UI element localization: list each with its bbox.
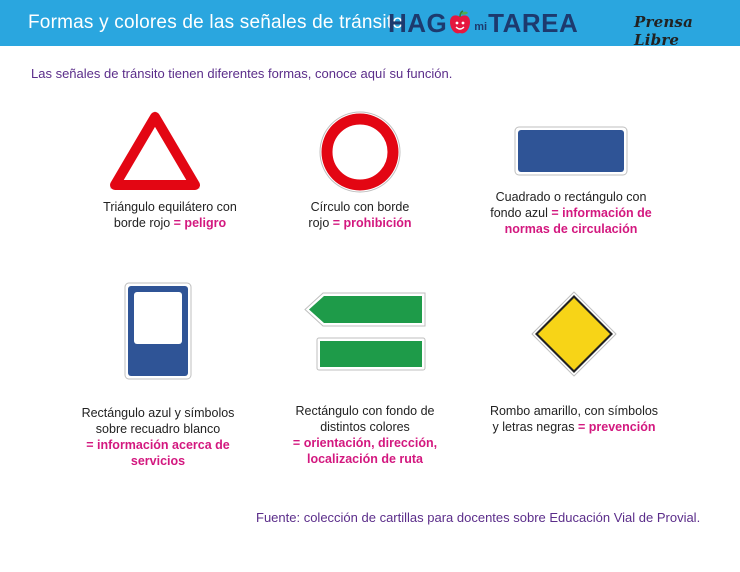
caption-line: Círculo con borde (310, 200, 410, 214)
caption-line (484, 419, 664, 435)
source-note: Fuente: colección de cartillas para docentes sobre Educación Vial de Provial. (256, 510, 701, 525)
hagomitarea-logo[interactable] (388, 7, 578, 39)
meaning-orientation-2: localización de ruta (306, 452, 423, 466)
meaning-services-2: servicios (130, 454, 186, 468)
prensa-libre-logo[interactable]: Prensa Libre (634, 13, 693, 49)
caption-circle (290, 199, 430, 231)
green-direction-signs-icon (303, 292, 427, 372)
caption-line (290, 215, 430, 231)
caption-line: sobre recuadro blanco (95, 422, 221, 436)
circle-prohibition-icon (318, 110, 402, 194)
intro-text: Las señales de tránsito tienen diferentes formas, conoce aquí su función. (31, 66, 453, 81)
caption-text: y letras negras (492, 420, 578, 434)
caption-text: borde rojo (113, 216, 174, 230)
blue-services-sign-icon (124, 282, 192, 380)
caption-green-direction (278, 403, 452, 467)
apple-icon (448, 10, 472, 36)
meaning-prohibition: = prohibición (332, 216, 412, 230)
caption-line: distintos colores (320, 420, 410, 434)
page-title: Formas y colores de las señales de tránsito (28, 12, 404, 33)
caption-line (478, 205, 664, 221)
header-bar (0, 0, 740, 49)
logo-text-1: HAG (388, 7, 448, 38)
logo-text-2: mi (474, 21, 488, 33)
logo-text-3: TAREA (488, 7, 579, 38)
yellow-diamond-icon (530, 290, 618, 378)
meaning-prevention: = prevención (578, 420, 656, 434)
caption-triangle (80, 199, 260, 231)
caption-line: Triángulo equilátero con (103, 200, 237, 214)
caption-line: Rectángulo con fondo de (295, 404, 435, 418)
meaning-danger: = peligro (173, 216, 227, 230)
caption-line: Cuadrado o rectángulo con (495, 190, 647, 204)
meaning-information: = información de (551, 206, 652, 220)
caption-line: Rectángulo azul y símbolos (81, 406, 235, 420)
caption-text: fondo azul (490, 206, 552, 220)
caption-blue-services (72, 405, 244, 469)
meaning-orientation: = orientación, dirección, (292, 436, 438, 450)
triangle-warning-icon (108, 108, 202, 192)
caption-line: Rombo amarillo, con símbolos (489, 404, 659, 418)
meaning-services: = información acerca de (86, 438, 230, 452)
caption-line (80, 215, 260, 231)
caption-text: rojo (308, 216, 333, 230)
meaning-information-2: normas de circulación (504, 222, 638, 236)
blue-rectangle-icon (514, 126, 628, 176)
caption-yellow-diamond (484, 403, 664, 435)
caption-blue-rectangle (478, 189, 664, 237)
